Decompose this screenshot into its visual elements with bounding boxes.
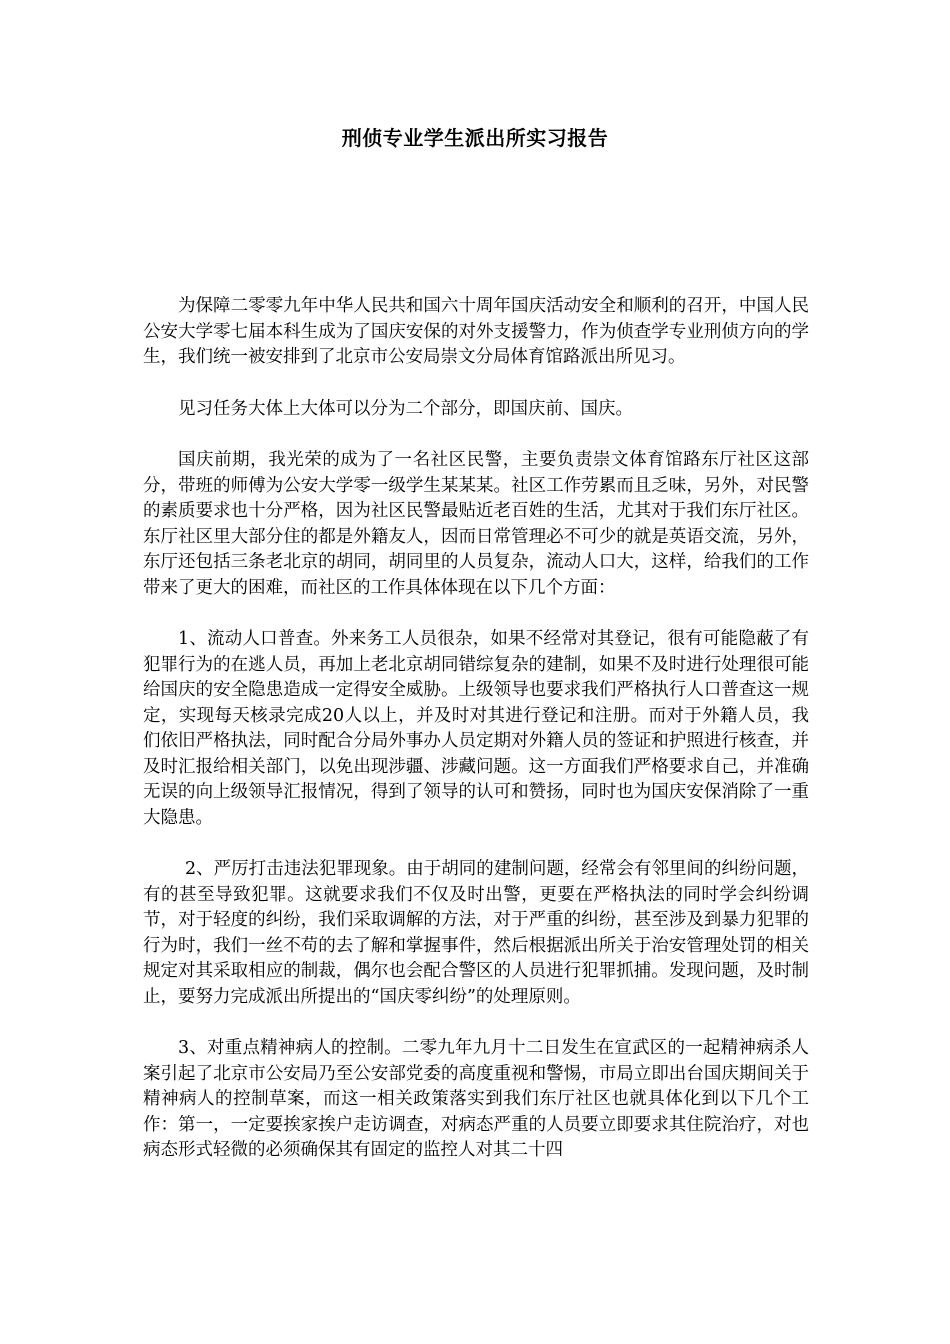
paragraph-item-3-mental-patient-control: 3、对重点精神病人的控制。二零九年九月十二日发生在宣武区的一起精神病杀人案引起了北京市公安局乃至公安部党委的高度重视和警惕，市局立即出台国庆期间关于精神病人的控制草案，而这一相关政策落实到我们东厅社区也就具体化到以下几个工作：第一，一定要挨家挨户走访调查，对病态严重的人员要立即要求其住院治疗，对也病态形式轻微的必须确保其有固定的监控人对其二十四 xyxy=(143,1038,809,1160)
paragraph-item-1-population-census: 1、流动人口普查。外来务工人员很杂，如果不经常对其登记，很有可能隐蔽了有犯罪行为的在逃人员，再加上老北京胡同错综复杂的建制，如果不及时进行处理很可能给国庆的安全隐患造成一定得安全威胁。上级领导也要求我们严格执行人口普查这一规定，实现每天核录完成20人以上，并及时对其进行登记和注册。而对于外籍人员，我们依旧严格执法，同时配合分局外事办人员定期对外籍人员的签证和护照进行核查，并及时汇报给相关部门，以免出现涉疆、涉藏问题。这一方面我们严格要求自己，并准确无误的向上级领导汇报情况，得到了领导的认可和赞扬，同时也为国庆安保消除了一重大隐患。 xyxy=(143,629,809,828)
paragraph-task-overview: 见习任务大体上大体可以分为二个部分，即国庆前、国庆。 xyxy=(178,398,633,419)
document-body xyxy=(143,294,809,1190)
paragraph-intro: 为保障二零零九年中华人民共和国六十周年国庆活动安全和顺利的召开，中国人民公安大学零七届本科生成为了国庆安保的对外支援警力，作为侦查学专业刑侦方向的学生，我们统一被安排到了北京市公安局崇文分局体育馆路派出所见习。 xyxy=(143,296,809,367)
document-title: 刑侦专业学生派出所实习报告 xyxy=(341,126,609,150)
paragraph-pre-national-day: 国庆前期，我光荣的成为了一名社区民警，主要负责崇文体育馆路东厅社区这部分，带班的师傅为公安大学零一级学生某某某。社区工作劳累而且乏味，另外，对民警的素质要求也十分严格，因为社区民警最贴近老百姓的生活，尤其对于我们东厅社区。东厅社区里大部分住的都是外籍友人，因而日常管理必不可少的就是英语交流，另外，东厅还包括三条老北京的胡同，胡同里的人员复杂，流动人口大，这样，给我们的工作带来了更大的困难，而社区的工作具体体现在以下几个方面： xyxy=(143,450,809,598)
paragraph-item-2-crime-crackdown: 2、严厉打击违法犯罪现象。由于胡同的建制问题，经常会有邻里间的纠纷问题，有的甚至导致犯罪。这就要求我们不仅及时出警，更要在严格执法的同时学会纠纷调节，对于轻度的纠纷，我们采取调解的方法，对于严重的纠纷，甚至涉及到暴力犯罪的行为时，我们一丝不苟的去了解和掌握事件，然后根据派出所关于治安管理处罚的相关规定对其采取相应的制裁，偶尔也会配合警区的人员进行犯罪抓捕。发现问题，及时制止，要努力完成派出所提出的“国庆零纠纷”的处理原则。 xyxy=(143,859,809,1007)
